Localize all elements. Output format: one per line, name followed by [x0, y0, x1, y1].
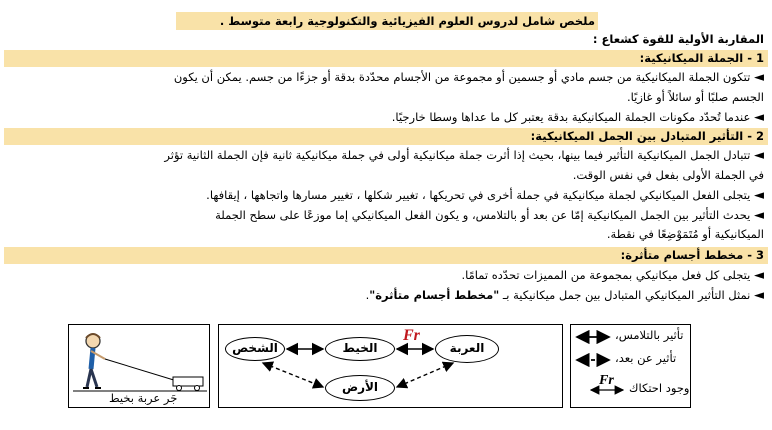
cart-earth-arrow [397, 363, 453, 387]
section1-bullet2: ◄ عندما تُحدّد مكونات الجملة الميكانيكية بدقة يعتبر كل ما عداها وسطا خارجيًا. [391, 110, 764, 125]
legend-friction-symbol: Fr [599, 373, 614, 388]
node-string: الخيط [325, 337, 395, 361]
section1-bullet1-line1: ◄ تتكون الجملة الميكانيكية من جسم مادي أو جسمين أو مجموعة من الأجسام محدّدة بدقة أو جزءًا من جسم. يمكن أن يكون [173, 70, 764, 85]
section1-title: 1 - الجملة الميكانيكية: [639, 51, 764, 65]
person-figure [83, 334, 105, 388]
legend-friction-label: وجود احتكاك [629, 381, 690, 395]
node-earth: الأرض [325, 375, 395, 401]
cart-figure [173, 377, 203, 391]
bullet-arrow-icon: ◄ [754, 70, 764, 85]
section2-bullet2: ◄ يتجلى الفعل الميكانيكي لجملة ميكانيكية في جملة أخرى في تحريكها ، تغيير شكلها ، تغيير مسارها واتجاهها ، إيقافها. [206, 188, 764, 203]
diagram-arrows [219, 325, 564, 409]
section2-bullet1-line2: في الجملة الأولى بفعل في نفس الوقت. [572, 168, 764, 182]
node-cart: العربة [435, 335, 499, 363]
bullet-arrow-icon: ◄ [754, 110, 764, 125]
node-person: الشخص [225, 337, 285, 361]
person-earth-arrow [263, 363, 323, 387]
bullet-arrow-icon: ◄ [754, 288, 764, 303]
section2-bullet3-line1: ◄ يحدث التأثير بين الجمل الميكانيكية إمّا عن بعد أو بالتلامس، و يكون الفعل الميكانيكي إما موزعًا على سطح الجملة [215, 208, 764, 223]
section3-title: 3 - مخطط أجسام متأثرة: [620, 248, 764, 262]
bullet-arrow-icon: ◄ [754, 188, 764, 203]
diagram-friction-symbol: Fr [403, 327, 420, 344]
legend-box [570, 324, 691, 408]
section2-title: 2 - التأثير المتبادل بين الجمل الميكانيكية: [530, 129, 764, 143]
bullet-arrow-icon: ◄ [754, 148, 764, 163]
section2-bullet1-line1: ◄ تتبادل الجمل الميكانيكية التأثير فيما بينها، بحيث إذا أثرت جملة ميكانيكية أولى في جملة ميكانيكية ثانية فإن الجملة الثانية تؤثر [164, 148, 764, 163]
page-title: ملخص شامل لدروس العلوم الفيزيائية والتكنولوجية رابعة متوسط . [219, 14, 595, 28]
bullet-arrow-icon: ◄ [754, 268, 764, 283]
diagram-box [218, 324, 563, 408]
illustration-box [68, 324, 210, 408]
intro-heading: المقاربة الأولية للقوة كشعاع : [592, 32, 764, 46]
section1-bullet1-line2: الجسم صلبًا أو سائلاً أو غازيًا. [627, 90, 764, 104]
pull-string [105, 359, 177, 381]
section3-bullet1: ◄ يتجلى كل فعل ميكانيكي بمجموعة من المميزات تحدّده تمامًا. [461, 268, 764, 283]
legend-contact-label: تأثير بالتلامس، [615, 328, 684, 342]
illustration-caption: جَر عربة بخيط [109, 391, 178, 405]
bullet-arrow-icon: ◄ [754, 208, 764, 223]
legend-distance-label: تأثير عن بعد، [615, 351, 677, 365]
section3-bullet2: ◄ نمثل التأثير الميكانيكي المتبادل بين جمل ميكانيكية بـ "مخطط أجسام متأثرة". [365, 288, 764, 303]
section2-bullet3-line2: الميكانيكية أو مُتَمَوْضِعًا في نقطة. [606, 227, 764, 241]
